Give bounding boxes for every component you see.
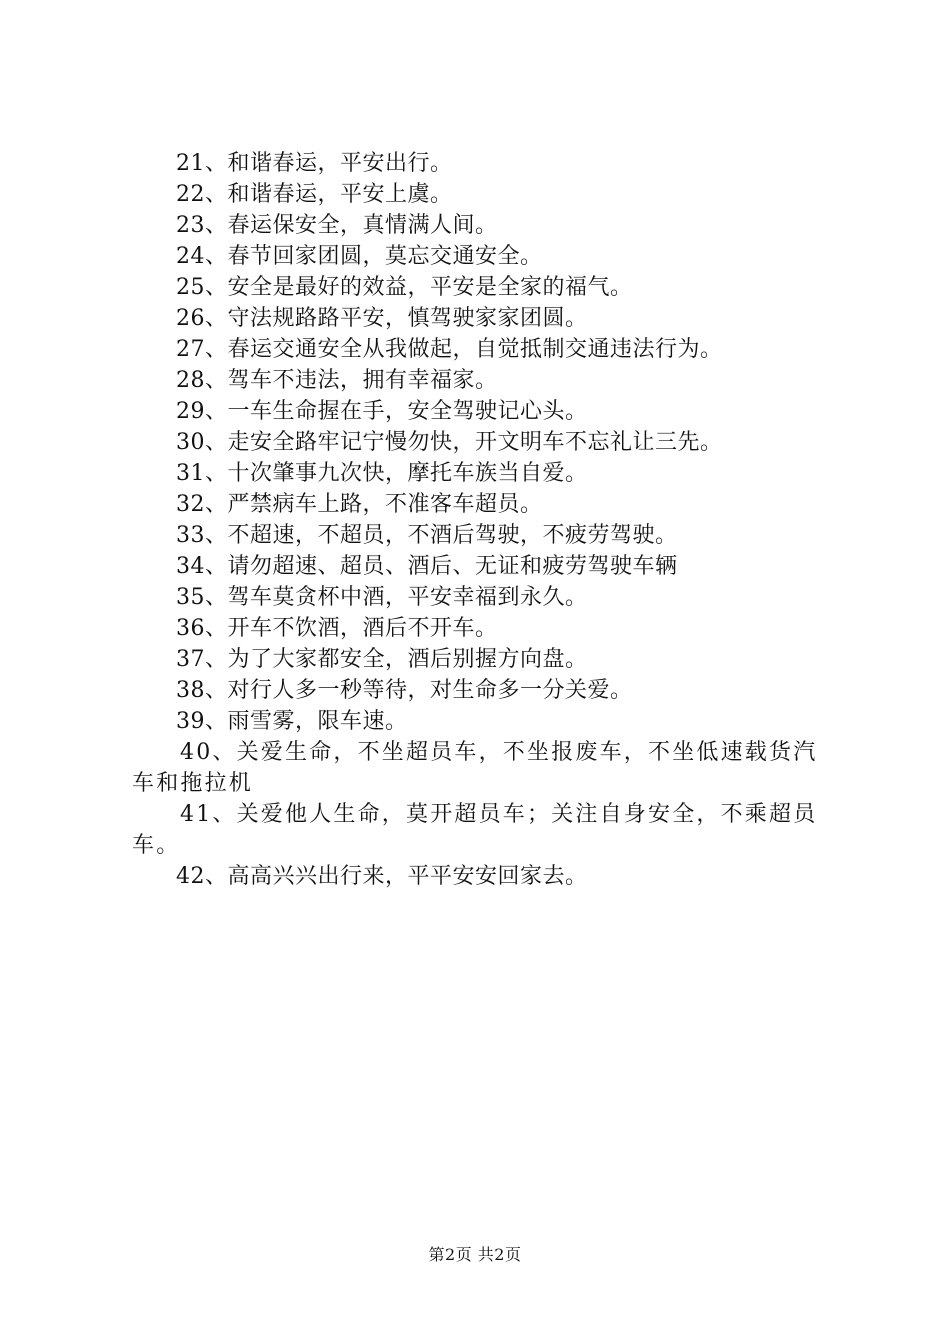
- slogan-line: 31、十次肇事九次快，摩托车族当自爱。: [176, 461, 588, 486]
- slogan-line: 39、雨雪雾，限车速。: [176, 709, 408, 734]
- slogan-line: 30、走安全路牢记宁慢勿快，开文明车不忘礼让三先。: [176, 430, 723, 455]
- slogan-line: 32、严禁病车上路，不准客车超员。: [176, 492, 543, 517]
- slogan-line: 23、春运保安全，真情满人间。: [176, 213, 498, 238]
- page-footer: 第2页 共2页: [428, 1245, 522, 1264]
- slogan-line: 26、守法规路路平安，慎驾驶家家团圆。: [176, 306, 588, 331]
- slogan-line: 25、安全是最好的效益，平安是全家的福气。: [176, 275, 633, 300]
- slogan-line: 37、为了大家都安全，酒后别握方向盘。: [176, 647, 588, 672]
- slogan-line: 24、春节回家团圆，莫忘交通安全。: [176, 244, 543, 269]
- slogan-line: 41、关爱他人生命，莫开超员车；关注自身安全，不乘超员车。: [132, 802, 818, 858]
- slogan-line: 22、和谐春运，平安上虞。: [176, 182, 453, 207]
- slogan-line: 21、和谐春运，平安出行。: [176, 151, 453, 176]
- slogan-line: 34、请勿超速、超员、酒后、无证和疲劳驾驶车辆: [176, 554, 678, 579]
- slogan-list: [132, 148, 837, 892]
- slogan-line: 35、驾车莫贪杯中酒，平安幸福到永久。: [176, 585, 588, 610]
- slogan-line: 29、一车生命握在手，安全驾驶记心头。: [176, 399, 588, 424]
- slogan-line: 38、对行人多一秒等待，对生命多一分关爱。: [176, 678, 633, 703]
- slogan-line: 33、不超速，不超员，不酒后驾驶，不疲劳驾驶。: [176, 523, 678, 548]
- slogan-line: 42、高高兴兴出行来，平平安安回家去。: [176, 864, 588, 889]
- slogan-line: 28、驾车不违法，拥有幸福家。: [176, 368, 498, 393]
- slogan-line: 27、春运交通安全从我做起，自觉抵制交通违法行为。: [176, 337, 723, 362]
- slogan-line: 40、关爱生命，不坐超员车，不坐报废车，不坐低速载货汽车和拖拉机: [132, 740, 818, 796]
- slogan-line: 36、开车不饮酒，酒后不开车。: [176, 616, 498, 641]
